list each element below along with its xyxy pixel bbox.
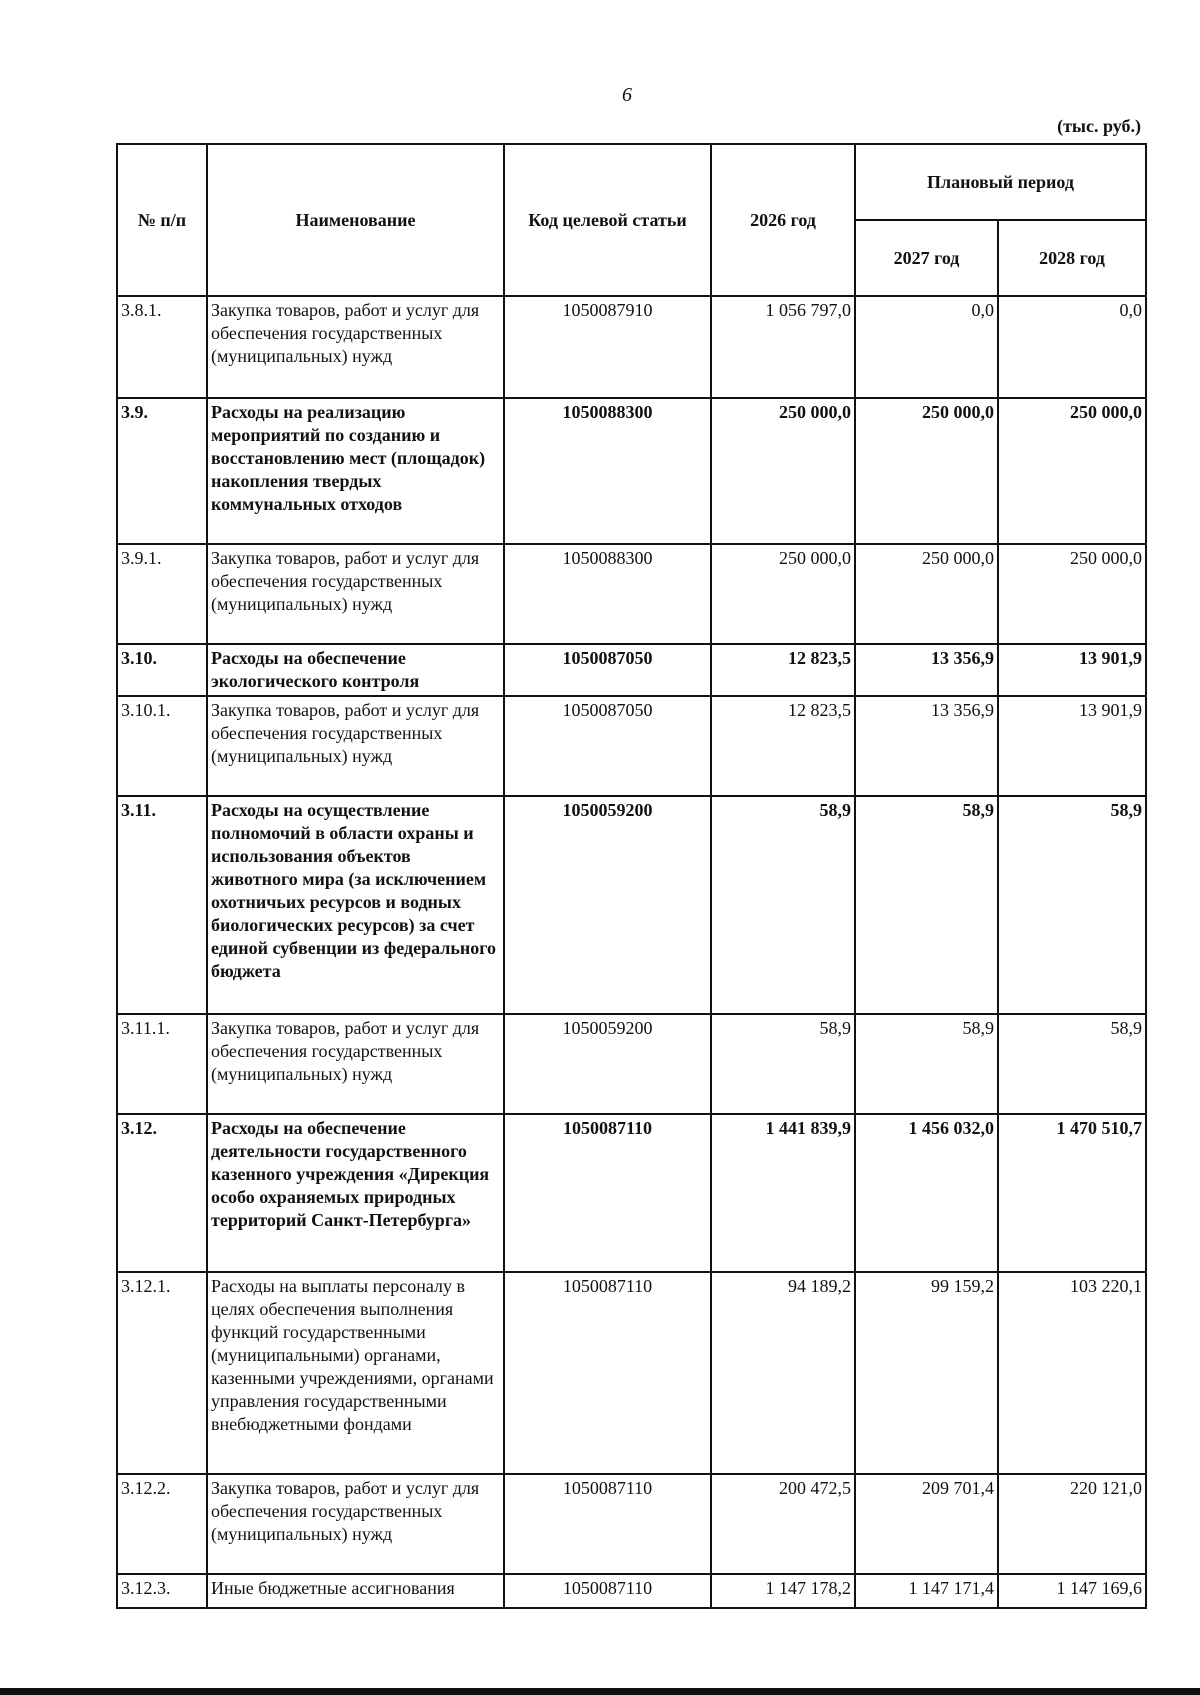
row-name: Расходы на реализацию мероприятий по созданию и восстановлению мест (площадок) накопления твердых коммунальных отходов xyxy=(207,398,504,544)
page-number: 6 xyxy=(622,84,632,106)
row-value-2026: 1 441 839,9 xyxy=(711,1114,855,1272)
row-value-2026: 58,9 xyxy=(711,796,855,1014)
table-row xyxy=(117,1474,1146,1574)
row-number: 3.9.1. xyxy=(117,544,207,644)
row-value-2027: 99 159,2 xyxy=(855,1272,998,1474)
row-number: 3.10. xyxy=(117,644,207,696)
header-2027: 2027 год xyxy=(855,220,998,296)
row-name: Закупка товаров, работ и услуг для обеспечения государственных (муниципальных) нужд xyxy=(207,1474,504,1574)
table-row xyxy=(117,644,1146,696)
table-row xyxy=(117,1272,1146,1474)
row-number: 3.11.1. xyxy=(117,1014,207,1114)
row-number: 3.12. xyxy=(117,1114,207,1272)
table-row xyxy=(117,544,1146,644)
header-num: № п/п xyxy=(117,144,207,296)
row-value-2026: 58,9 xyxy=(711,1014,855,1114)
row-value-2026: 12 823,5 xyxy=(711,696,855,796)
budget-table xyxy=(116,143,1147,1609)
row-code: 1050087110 xyxy=(504,1474,711,1574)
row-value-2027: 58,9 xyxy=(855,1014,998,1114)
row-name: Закупка товаров, работ и услуг для обеспечения государственных (муниципальных) нужд xyxy=(207,296,504,398)
table-row xyxy=(117,796,1146,1014)
row-name: Закупка товаров, работ и услуг для обеспечения государственных (муниципальных) нужд xyxy=(207,696,504,796)
row-value-2027: 0,0 xyxy=(855,296,998,398)
row-number: 3.12.1. xyxy=(117,1272,207,1474)
row-value-2026: 250 000,0 xyxy=(711,544,855,644)
units-label: (тыс. руб.) xyxy=(1057,116,1141,136)
row-number: 3.12.3. xyxy=(117,1574,207,1608)
row-code: 1050087910 xyxy=(504,296,711,398)
row-value-2026: 200 472,5 xyxy=(711,1474,855,1574)
row-code: 1050087050 xyxy=(504,696,711,796)
table-row xyxy=(117,398,1146,544)
row-value-2027: 1 147 171,4 xyxy=(855,1574,998,1608)
row-value-2028: 103 220,1 xyxy=(998,1272,1146,1474)
row-value-2026: 1 147 178,2 xyxy=(711,1574,855,1608)
row-value-2027: 209 701,4 xyxy=(855,1474,998,1574)
row-name: Иные бюджетные ассигнования xyxy=(207,1574,504,1608)
row-number: 3.12.2. xyxy=(117,1474,207,1574)
row-code: 1050087110 xyxy=(504,1574,711,1608)
table-body xyxy=(117,296,1146,1608)
row-value-2028: 250 000,0 xyxy=(998,544,1146,644)
row-number: 3.10.1. xyxy=(117,696,207,796)
row-name: Расходы на обеспечение деятельности государственного казенного учреждения «Дирекция особо охраняемых природных территорий Санкт-Петербурга» xyxy=(207,1114,504,1272)
row-value-2026: 12 823,5 xyxy=(711,644,855,696)
row-value-2026: 94 189,2 xyxy=(711,1272,855,1474)
row-value-2028: 13 901,9 xyxy=(998,696,1146,796)
scan-edge xyxy=(0,1688,1200,1695)
table-row xyxy=(117,296,1146,398)
row-value-2027: 250 000,0 xyxy=(855,544,998,644)
row-value-2026: 250 000,0 xyxy=(711,398,855,544)
row-number: 3.9. xyxy=(117,398,207,544)
row-code: 1050087110 xyxy=(504,1272,711,1474)
row-value-2027: 1 456 032,0 xyxy=(855,1114,998,1272)
row-name: Расходы на осуществление полномочий в области охраны и использования объектов животного мира (за исключением охотничьих ресурсов и водных биологических ресурсов) за счет единой субвенции из федерального бюджета xyxy=(207,796,504,1014)
row-value-2026: 1 056 797,0 xyxy=(711,296,855,398)
row-value-2028: 220 121,0 xyxy=(998,1474,1146,1574)
row-name: Расходы на выплаты персоналу в целях обеспечения выполнения функций государственными (муниципальными) органами, казенными учреждениями, органами управления государственными внебюджетными фондами xyxy=(207,1272,504,1474)
row-value-2027: 250 000,0 xyxy=(855,398,998,544)
header-planned-period: Плановый период xyxy=(855,144,1146,220)
row-value-2028: 58,9 xyxy=(998,1014,1146,1114)
row-code: 1050087110 xyxy=(504,1114,711,1272)
row-value-2028: 1 470 510,7 xyxy=(998,1114,1146,1272)
row-name: Расходы на обеспечение экологического контроля xyxy=(207,644,504,696)
row-name: Закупка товаров, работ и услуг для обеспечения государственных (муниципальных) нужд xyxy=(207,544,504,644)
table-row xyxy=(117,1574,1146,1608)
row-code: 1050087050 xyxy=(504,644,711,696)
row-value-2027: 13 356,9 xyxy=(855,644,998,696)
row-number: 3.8.1. xyxy=(117,296,207,398)
row-value-2028: 13 901,9 xyxy=(998,644,1146,696)
table-row xyxy=(117,1114,1146,1272)
row-value-2028: 0,0 xyxy=(998,296,1146,398)
table-row xyxy=(117,1014,1146,1114)
row-name: Закупка товаров, работ и услуг для обеспечения государственных (муниципальных) нужд xyxy=(207,1014,504,1114)
row-code: 1050059200 xyxy=(504,1014,711,1114)
row-code: 1050088300 xyxy=(504,544,711,644)
row-value-2028: 1 147 169,6 xyxy=(998,1574,1146,1608)
header-name: Наименование xyxy=(207,144,504,296)
row-value-2027: 13 356,9 xyxy=(855,696,998,796)
header-2026: 2026 год xyxy=(711,144,855,296)
row-value-2028: 250 000,0 xyxy=(998,398,1146,544)
row-value-2028: 58,9 xyxy=(998,796,1146,1014)
row-code: 1050088300 xyxy=(504,398,711,544)
row-code: 1050059200 xyxy=(504,796,711,1014)
row-number: 3.11. xyxy=(117,796,207,1014)
header-2028: 2028 год xyxy=(998,220,1146,296)
header-code: Код целевой статьи xyxy=(504,144,711,296)
table-row xyxy=(117,696,1146,796)
row-value-2027: 58,9 xyxy=(855,796,998,1014)
